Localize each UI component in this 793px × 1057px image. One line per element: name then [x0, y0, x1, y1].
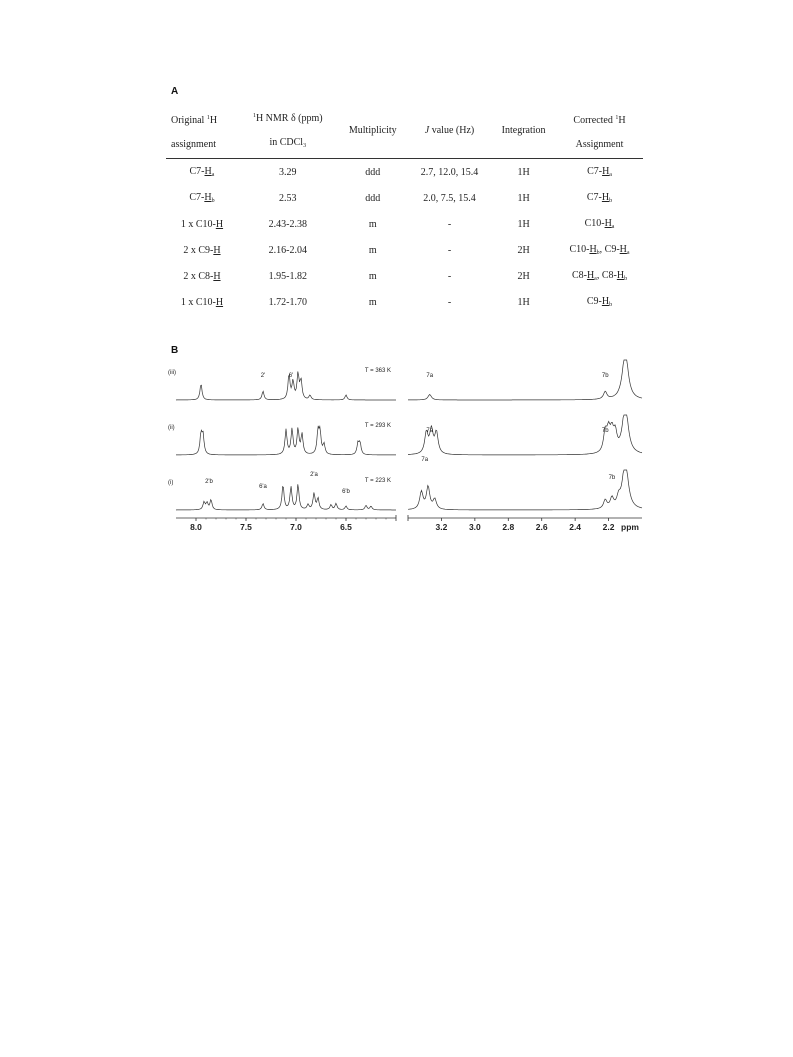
- cell-j-value: 2.7, 12.0, 15.4: [420, 166, 479, 178]
- peak-annotation: 7a: [426, 428, 434, 434]
- x-axis-tick-label: 2.8: [502, 522, 515, 532]
- x-axis-tick-label: 2.4: [569, 522, 582, 532]
- peak-annotation: 2'a: [310, 472, 318, 478]
- table-header-row: [166, 102, 643, 159]
- trace-label: (ii): [168, 425, 175, 431]
- cell-corrected-assignment: $C10-H_b$, $C9-H_a$: [569, 244, 630, 256]
- cell-corrected-assignment: $C8-H_a$, $C8-H_b$: [571, 270, 628, 282]
- header-chemical-shift: $^1$H NMR δ (ppm) in CDCl$_3$: [238, 102, 338, 159]
- trace-label: (iii): [168, 370, 176, 376]
- table-row: [166, 185, 643, 211]
- cell-j-value: -: [447, 244, 452, 256]
- cell-chemical-shift: 2.53: [279, 192, 297, 204]
- cell-j-value: 2.0, 7.5, 15.4: [423, 192, 476, 204]
- cell-chemical-shift: 1.72-1.70: [268, 296, 307, 308]
- cell-original-assignment: $C7-H_a$: [189, 166, 215, 178]
- cell-original-assignment: $C7-H_b$: [189, 192, 215, 204]
- spectrum-trace-right: [408, 360, 642, 400]
- x-axis-tick-label: 6.5: [340, 522, 352, 532]
- header-original-assignment: Original $^1$H assignment: [166, 102, 238, 159]
- peak-annotation: 2': [260, 373, 266, 379]
- panel-a-label: A: [171, 86, 179, 97]
- temperature-label: T = 363 K: [364, 368, 391, 374]
- cell-multiplicity: ddd: [365, 166, 381, 178]
- cell-j-value: -: [447, 296, 452, 308]
- peak-annotation: 6'a: [259, 484, 267, 490]
- cell-original-assignment: 1 x C10-H: [180, 296, 224, 308]
- table-row: [166, 159, 643, 186]
- cell-integration: 1H: [517, 218, 530, 230]
- nmr-assignment-table: [166, 102, 643, 315]
- cell-corrected-assignment: $C7-H_a$: [587, 166, 612, 178]
- panel-b-label: B: [171, 345, 179, 356]
- cell-multiplicity: m: [368, 218, 377, 230]
- temperature-label: T = 293 K: [364, 423, 391, 429]
- spectrum-trace-left: [176, 372, 396, 401]
- spectrum-trace-right: [408, 470, 642, 510]
- x-axis-tick-label: 7.0: [290, 522, 302, 532]
- cell-multiplicity: ddd: [365, 192, 381, 204]
- table-row: [166, 237, 643, 263]
- nmr-spectrum-chart: [166, 355, 646, 535]
- peak-annotation: 7b: [608, 475, 616, 481]
- x-axis-tick-label: 3.0: [468, 522, 481, 532]
- peak-annotation: 2'b: [205, 479, 213, 485]
- cell-j-value: -: [447, 218, 452, 230]
- cell-multiplicity: m: [368, 270, 377, 282]
- spectrum-trace-right: [408, 415, 642, 455]
- cell-corrected-assignment: $C7-H_b$: [586, 192, 613, 204]
- x-axis-unit-label: ppm: [621, 522, 639, 532]
- x-axis-tick-label: 7.5: [240, 522, 252, 532]
- cell-chemical-shift: 2.43-2.38: [268, 218, 307, 230]
- table-row: [166, 289, 643, 315]
- header-integration: Integration: [491, 102, 556, 159]
- header-multiplicity: Multiplicity: [338, 102, 408, 159]
- x-axis-tick-label: 2.2: [602, 522, 615, 532]
- cell-chemical-shift: 1.95-1.82: [268, 270, 307, 282]
- trace-label: (i): [168, 480, 174, 486]
- table-body: [166, 159, 643, 316]
- cell-integration: 2H: [517, 244, 530, 256]
- cell-original-assignment: 2 x C9-H: [183, 244, 221, 256]
- cell-corrected-assignment: $C10-H_a$: [584, 218, 615, 230]
- peak-annotation: 7a: [426, 373, 434, 379]
- peak-annotation: 7b: [601, 373, 609, 379]
- cell-multiplicity: m: [368, 244, 377, 256]
- x-axis-tick-label: 3.2: [435, 522, 448, 532]
- cell-corrected-assignment: $C9-H_b$: [586, 296, 613, 308]
- cell-integration: 1H: [517, 166, 530, 178]
- spectrum-trace-left: [176, 426, 396, 455]
- cell-chemical-shift: 3.29: [279, 166, 297, 178]
- cell-chemical-shift: 2.16-2.04: [268, 244, 307, 256]
- header-j-value: J value (Hz): [408, 102, 491, 159]
- peak-annotation: 7a: [421, 457, 429, 463]
- cell-integration: 1H: [517, 192, 530, 204]
- header-corrected-assignment: Corrected $^1$H Assignment: [556, 102, 643, 159]
- spectrum-trace-left: [176, 484, 396, 510]
- x-axis-tick-label: 8.0: [190, 522, 202, 532]
- cell-integration: 2H: [517, 270, 530, 282]
- peak-annotation: 6': [288, 373, 294, 379]
- cell-original-assignment: 2 x C8-H: [183, 270, 221, 282]
- table-row: [166, 211, 643, 237]
- cell-j-value: -: [447, 270, 452, 282]
- cell-original-assignment: 1 x C10-H: [180, 218, 224, 230]
- table-row: [166, 263, 643, 289]
- peak-annotation: 7b: [601, 428, 609, 434]
- cell-multiplicity: m: [368, 296, 377, 308]
- x-axis-tick-label: 2.6: [535, 522, 548, 532]
- temperature-label: T = 223 K: [364, 478, 391, 484]
- cell-integration: 1H: [517, 296, 530, 308]
- peak-annotation: 6'b: [342, 489, 350, 495]
